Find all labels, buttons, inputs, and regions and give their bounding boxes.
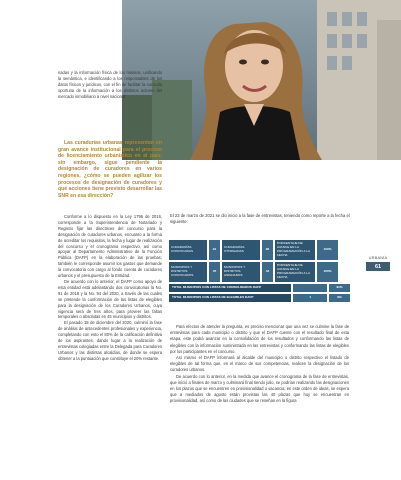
left-column-intro [58,70,162,100]
portrait-illustration [122,0,401,160]
table-cell-label: MUNICIPIOS Y DISTRITOS ASIGNADOS [222,262,260,282]
table-cell-label: MUNICIPIOS Y DISTRITOS CONVOCADOS [169,262,207,282]
table-total-label: TOTAL MUNICIPIOS CON LISTAS DE ELEGIBLES DAFP [169,294,291,302]
interview-question: Las curadurías urbanas representan un gran avance institucional para el proceso de licenciamiento urbanístico en el país; sin embargo, sigue pendiente la designación de curadores en varios regiones, ¿cómo se pueden agilizar los procesos de designación de curadores y qué acciones tiene previsto desarrollar las SNR en esa dirección? [58,140,162,199]
table-cell-number: 42 [262,262,273,282]
question-block [58,140,162,199]
table-cell-label: CURADURÍAS OTORGADAS [222,240,260,260]
table-total-label: TOTAL MUNICIPIOS CON LISTAS DE CONSOLIDADOS DAFP [169,284,291,292]
right-column-body [170,324,349,405]
curadurias-table [169,240,350,304]
table-total-percent: 9% [329,294,350,302]
table-cell-percent: 100% [317,262,338,282]
paragraph: nadas y la información física de los mismos, unificando la semántica, e identificando a los responsables de los datos físicos y jurídicos, con el fin de facilitar la consulta oportuna de la información a los distintos actores del mercado inmobiliario a nivel nacional. [58,70,162,99]
paragraph: De acuerdo con lo anterior, el DAFP como apoyo de esta entidad está adelantando dos convocatorias la No. 91 de 2018 y la No. 94 del 2020, a través de las cuales se pretende la conformación de las listas de elegibles para la designación de los Curadores Urbanos, cuya vigencia será de tres años, para proveer las faltas temporales o absolutas en 45 municipios y distritos. [58,278,162,320]
table-total-percent: 91% [329,284,350,292]
portrait-photo [122,0,401,160]
section-label: URBANÍA [368,255,388,260]
caption-text: El 23 de marzo de 2021 se dio inicio a la fase de entrevistas, teniendo como reporte a la fecha el siguiente: [170,213,350,224]
table-row [169,240,350,260]
paragraph: Para efectos de atender la pregunta, es preciso mencionar que una vez se culmine la fase de entrevistas para cada municipio o distrito y que el DAFP cuente con el resultado final de esta etapa, este podrá avanzar en la consolidación de los resultados y conformando las listas de elegibles con la información suministrada en las entrevistas y conformando las listas de elegibles por los participantes en el concurso. [170,324,349,354]
paragraph: Así mismo el DAFP informará al alcalde del municipio o distrito respectivo el listado de elegibles de tal forma que, en el marco de sus competencias, realicen la designación de los curadores urbanos. [170,355,349,373]
table-cell-number: 96 [262,240,273,260]
table-row [169,262,350,282]
paragraph: De acuerdo con lo anterior, en la medida que avance el cronograma de la fase de entrevistas, que inició a finales de marzo y culminará final tiendo julio, se podrían realizando las designaciones en los plazos que se encuentren en provisionalidad o vacancia; en este orden de ideas, se espera que a mediados de agosto están provistas las 40 plazas que hoy se encuentran en provisionalidad, así como de las ciudades que se reseñan en la figura [170,373,349,404]
table-total-number [293,284,327,292]
page-number: 61 [366,262,390,271]
left-column-body [58,214,162,362]
table-caption [170,213,350,225]
table-total-row [169,284,350,292]
table-cell-description: PORCENTAJE DE AVANCE EN LA PROGRAMACIÓN A LA FECHA [275,262,315,282]
table-cell-description: PORCENTAJE DE AVANCE EN LA PROGRAMACIÓN A LA FECHA [275,240,315,260]
table-cell-percent: 100% [317,240,338,260]
table-total-row [169,294,350,302]
table-total-number: 1 [293,294,327,302]
table-cell-number: 91 [209,240,220,260]
paragraph: El pasado 18 de diciembre del 2020, culminó la fase de análisis de antecedentes profesionales y experiencia, completando con esto el 80% de la calificación definitiva de los aspirantes, dando lugar a la realización de entrevistas colegiadas entre la Delegada para Curadores Urbanos y las distintas alcaldías, de donde se espera obtener a la puntuación que constituye el 20% restante. [58,320,162,361]
table-cell-label: CURADURÍAS CONVOCADAS [169,240,207,260]
paragraph: Conforme a lo dispuesto en la Ley 1796 de 2016, corresponde a la Superintendencia de Notariado y Registro fijar las directrices del concurso para la designación de curadores urbanos, encuanto a la forma de acreditar los requisitos, la fecha y lugar de realización del concurso y el cronograma respectivo, así como apoyar al Departamento Administrativo de la Función Pública (DAFP) en la elaboración de las pruebas; también le corresponde asumir los gastos que demande la convocatoria con cargo al fondo cuenta de curadores urbanos y el presupuesto de la Entidad. [58,214,162,279]
table-cell-number: 45 [209,262,220,282]
